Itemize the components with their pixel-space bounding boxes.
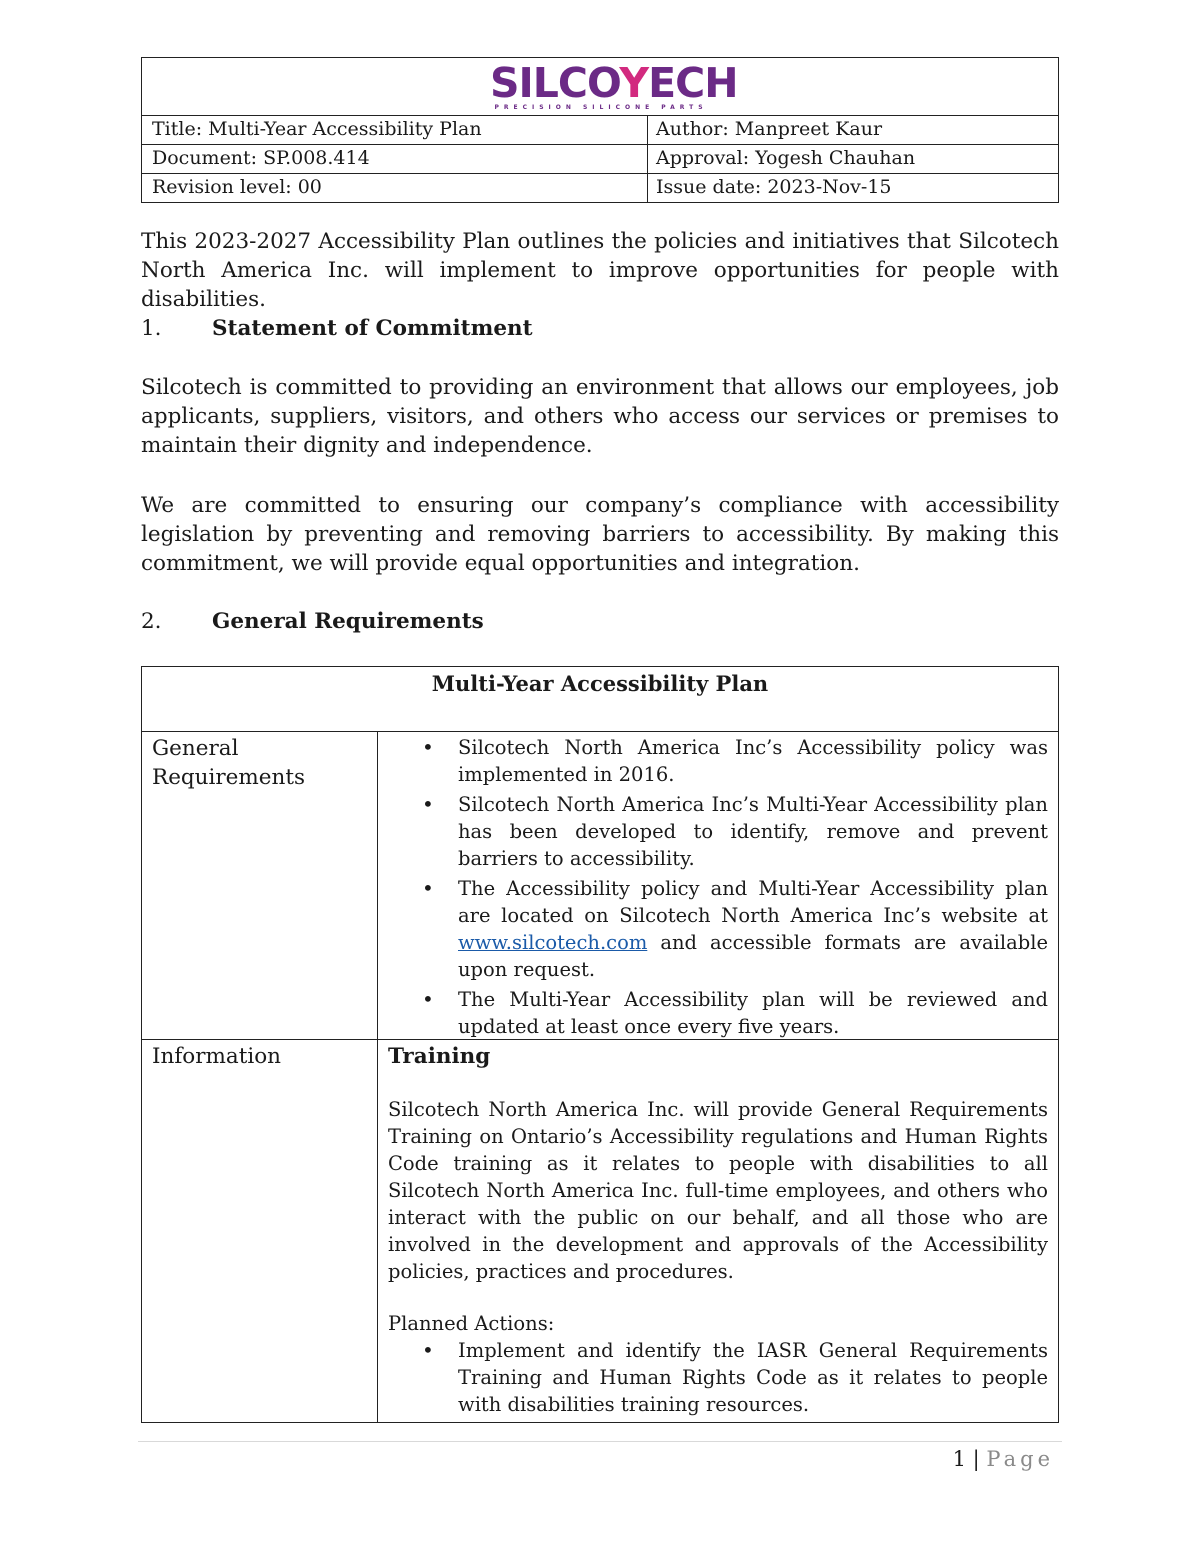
accessibility-plan-table [141, 666, 1059, 1423]
plan-table-title: Multi-Year Accessibility Plan [142, 667, 1058, 732]
logo-word-start: SILCO [490, 59, 620, 107]
intro-paragraph: This 2023-2027 Accessibility Plan outlines the policies and initiatives that Silcotech North America Inc. will implement to improve opportunities for people with disabilities. [141, 229, 1059, 312]
document-header [141, 57, 1059, 203]
table-row-information [142, 1040, 1058, 1423]
section-1-title: Statement of Commitment [212, 316, 533, 341]
footer-divider [138, 1441, 1062, 1442]
page-footer [953, 1445, 1054, 1473]
list-item: • Silcotech North America Inc’s Accessibility policy was implemented in 2016. [388, 734, 1048, 788]
list-item [388, 875, 1048, 983]
section-2-title: General Requirements [212, 609, 484, 634]
section-2-heading [141, 607, 484, 636]
training-subtitle: Training [388, 1044, 491, 1069]
commitment-paragraph-1: Silcotech is committed to providing an environment that allows our employees, job applicants, suppliers, visitors, and others who access our services or premises to maintain their dignity and independence. [141, 375, 1059, 458]
footer-separator: | [972, 1447, 980, 1471]
silcotech-website-link[interactable]: www.silcotech.com [458, 931, 648, 954]
bullet3-text-after: and accessible formats are available upon request. [458, 931, 1048, 981]
section-2-number: 2. [141, 609, 162, 634]
logo-word-end: ECH [648, 59, 738, 107]
header-row-document [142, 145, 1058, 174]
list-item: • Implement and identify the IASR General Requirements Training and Human Rights Code as it relates to people with disabilities training resources. [388, 1337, 1048, 1418]
logo-wordmark [490, 59, 738, 107]
bullet3-text-before: The Accessibility policy and Multi-Year Accessibility plan are located on Silcotech North America Inc’s website at [458, 877, 1048, 927]
general-requirements-list [388, 734, 1048, 1040]
doc-issue-date: Issue date: 2023-Nov-15 [656, 176, 892, 198]
silcotech-logo [490, 58, 738, 114]
header-row-revision [142, 174, 1058, 202]
doc-author: Author: Manpreet Kaur [656, 118, 883, 140]
logo-word-accent: Y [619, 59, 649, 107]
doc-title: Title: Multi-Year Accessibility Plan [142, 116, 648, 144]
doc-revision: Revision level: 00 [142, 174, 648, 202]
table-row-general-requirements [142, 732, 1058, 1040]
logo-tagline: PRECISION SILICONE PARTS [494, 104, 708, 111]
planned-actions-list [388, 1337, 1048, 1418]
page-label: Page [986, 1447, 1054, 1471]
list-item: • Silcotech North America Inc’s Multi-Year Accessibility plan has been developed to identify, remove and prevent barriers to accessibility. [388, 791, 1048, 872]
list-item: • The Multi-Year Accessibility plan will be reviewed and updated at least once every five years. [388, 986, 1048, 1040]
row-content-general-requirements [378, 732, 1058, 1039]
doc-number: Document: SP.008.414 [142, 145, 648, 173]
row-label-general-requirements: General Requirements [142, 732, 378, 1039]
commitment-paragraph-2: We are committed to ensuring our company’s compliance with accessibility legislation by preventing and removing barriers to accessibility. By making this commitment, we will provide equal opportunities and integration. [141, 493, 1059, 576]
section-1-number: 1. [141, 316, 162, 341]
training-body: Silcotech North America Inc. will provide General Requirements Training on Ontario’s Accessibility regulations and Human Rights Code training as it relates to people with disabilities to all Silcotech North America Inc. full-time employees, and others who interact with the public on our behalf, and all those who are involved in the development and approvals of the Accessibility policies, practices and procedures. [388, 1098, 1048, 1283]
planned-actions-label: Planned Actions: [388, 1312, 555, 1335]
row-content-information [378, 1040, 1058, 1423]
header-row-title [142, 116, 1058, 145]
doc-approval: Approval: Yogesh Chauhan [656, 147, 916, 169]
section-1-heading [141, 314, 533, 343]
page-number: 1 [952, 1447, 966, 1471]
logo-row [142, 58, 1058, 116]
row-label-information: Information [142, 1040, 378, 1423]
